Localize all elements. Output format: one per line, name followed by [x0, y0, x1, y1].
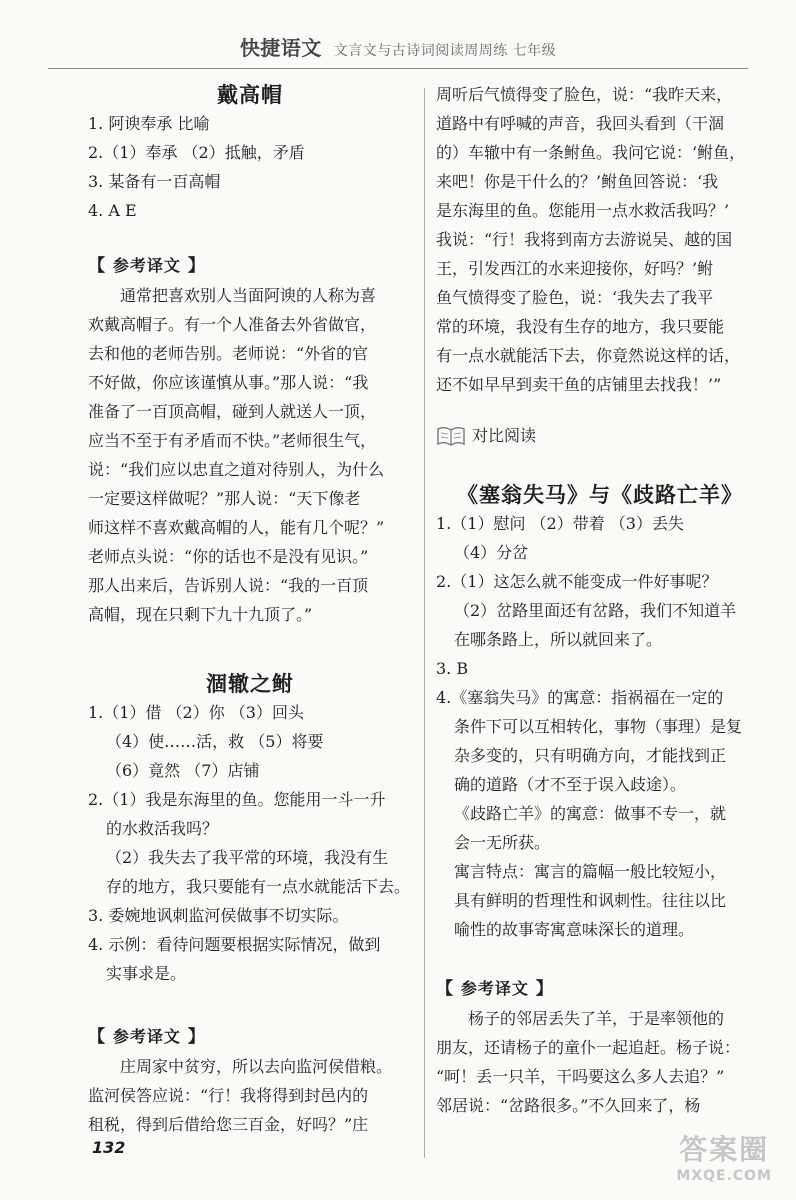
translation-qi-lu-wang-yang [436, 1004, 764, 1120]
translation-line: 师这样不喜欢戴高帽的人，能有几个呢？” [88, 518, 385, 537]
answer-line: 4. A E [88, 201, 137, 220]
answer-line: 3. 某备有一百高帽 [88, 172, 221, 191]
ref-translation-label: 【 参考译文 】 [436, 979, 554, 999]
column-divider [424, 88, 425, 1158]
answers-he-zhe-zhi-fu [88, 698, 412, 988]
page-number: 132 [92, 1138, 126, 1157]
answer-line: 会一无所获。 [454, 833, 551, 852]
answer-line: 实事求是。 [106, 964, 187, 983]
translation-line: 王，引发西江的水来迎接你，好吗？’鲋 [436, 259, 714, 278]
translation-line: 高帽，现在只剩下九十九顶了。” [88, 605, 313, 624]
answer-line: 4. 示例：看待问题要根据实际情况，做到 [88, 935, 381, 954]
translation-line: 朋友，还请杨子的童仆一起追赶。杨子说： [436, 1038, 741, 1057]
section-title-sai-weng-qi-lu: 《塞翁失马》与《歧路亡羊》 [457, 482, 743, 507]
answer-line: （2）我失去了我平常的环境，我没有生 [106, 848, 389, 867]
answer-line: （2）岔路里面还有岔路，我们不知道羊 [454, 601, 737, 620]
contrast-reading-label: 对比阅读 [472, 426, 537, 445]
translation-line: 通常把喜欢别人当面阿谀的人称为喜 [120, 286, 377, 305]
answer-line: 2.（1）奉承 （2）抵触，矛盾 [88, 143, 305, 162]
answer-line: 在哪条路上，所以就回来了。 [454, 630, 663, 649]
ref-translation-label: 【 参考译文 】 [88, 1027, 206, 1047]
translation-dai-gao-mao [88, 281, 412, 629]
answer-line: 具有鲜明的哲理性和讽刺性。往往以比 [454, 891, 727, 910]
translation-continued [436, 80, 764, 399]
header-rule [48, 68, 748, 69]
answer-line: 存的地方，我只要能有一点水就能活下去。 [106, 877, 411, 896]
answer-line: 条件下可以互相转化，事物（事理）是复 [454, 717, 743, 736]
right-column [436, 80, 764, 1120]
translation-line: 租税，得到后借给您三百金，好吗？”庄 [88, 1115, 369, 1134]
watermark-logo: 答案圈 MXQE.COM [676, 1133, 772, 1184]
translation-line: 道路中有呼喊的声音，我回头看到（干涸 [436, 114, 725, 133]
left-column [88, 80, 412, 1139]
translation-line: 有一点水就能活下去，你竟然说这样的话， [436, 346, 741, 365]
translation-line: 说：“我们应以忠直之道对待别人，为什么 [88, 460, 385, 479]
translation-line: 一定要这样做呢？”那人说：“天下像老 [88, 489, 361, 508]
translation-line: 周听后气愤得变了脸色，说：“我昨天来， [436, 85, 733, 104]
answer-line: 2.（1）我是东海里的鱼。您能用一斗一升 [88, 790, 386, 809]
answer-line: 1.（1）借 （2）你 （3）回头 [88, 703, 304, 722]
translation-line: 鱼气愤得变了脸色，说：‘我失去了我平 [436, 288, 714, 307]
answer-line: 2.（1）这怎么就不能变成一件好事呢？ [436, 572, 718, 591]
translation-line: 老师点头说：“你的话也不是没有见识。” [88, 547, 369, 566]
translation-line: 去和他的老师告别。老师说：“外省的官 [88, 344, 369, 363]
translation-he-zhe-zhi-fu [88, 1052, 412, 1139]
translation-line: 的）车辙中有一条鲋鱼。我问它说：‘鲋鱼， [436, 143, 746, 162]
section-title-dai-gao-mao: 戴高帽 [217, 82, 283, 107]
translation-line: 庄周家中贫穷，所以去向监河侯借粮。 [120, 1057, 393, 1076]
translation-line: “呵！丢一只羊，干吗要这么多人去追？” [436, 1067, 725, 1086]
translation-line: 还不如早早到卖干鱼的店铺里去找我！’” [436, 375, 722, 394]
answer-line: 3. B [436, 659, 469, 678]
answer-line: 寓言特点：寓言的篇幅一般比较短小， [454, 862, 727, 881]
translation-line: 是东海里的鱼。您能用一点水救活我吗？’ [436, 201, 730, 220]
answer-line: 4.《塞翁失马》的寓意：指祸福在一定的 [436, 688, 724, 707]
answers-sai-weng-qi-lu [436, 509, 764, 944]
answers-dai-gao-mao [88, 109, 412, 225]
translation-line: 来吧！你是干什么的？’鲋鱼回答说：‘我 [436, 172, 719, 191]
translation-line: 杨子的邻居丢失了羊，于是率领他的 [468, 1009, 725, 1028]
answer-line: 的水救活我吗？ [106, 819, 219, 838]
translation-line: 监河侯答应说：“行！我将得到封邑内的 [88, 1086, 369, 1105]
translation-line: 常的环境，我没有生存的地方，我只要能 [436, 317, 725, 336]
answer-line: 确的道路（才不至于误入歧途）。 [454, 775, 687, 794]
running-header [0, 32, 796, 61]
translation-line: 我说：“行！我将到南方去游说吴、越的国 [436, 230, 733, 249]
answer-line: 喻性的故事寄寓意味深长的道理。 [454, 920, 695, 939]
section-title-he-zhe-zhi-fu: 涸辙之鲋 [206, 671, 294, 696]
ref-translation-label: 【 参考译文 】 [88, 256, 206, 276]
contrast-reading-heading [436, 421, 764, 450]
answer-line: 3. 委婉地讽刺监河侯做事不切实际。 [88, 906, 349, 925]
header-subtitle: 文言文与古诗词阅读周周练 七年级 [333, 43, 557, 59]
header-brand: 快捷语文 [239, 36, 322, 60]
book-icon [436, 425, 466, 447]
translation-line: 应当不至于有矛盾而不快。”老师很生气， [88, 431, 377, 450]
answer-line: 1.（1）慰问 （2）带着 （3）丢失 [436, 514, 684, 533]
translation-line: 欢戴高帽子。有一个人准备去外省做官， [88, 315, 377, 334]
answer-line: 《歧路亡羊》的寓意：做事不专一，就 [454, 804, 727, 823]
answer-line: （4）分岔 [454, 543, 529, 562]
translation-line: 那人出来后，告诉别人说：“我的一百顶 [88, 576, 369, 595]
answer-line: 1. 阿谀奉承 比喻 [88, 114, 210, 133]
answer-line: （6）竟然 （7）店铺 [106, 761, 260, 780]
translation-line: 不好做，你应该谨慎从事。”那人说：“我 [88, 373, 369, 392]
answer-line: 杂多变的，只有明确方向，才能找到正 [454, 746, 727, 765]
translation-line: 准备了一百顶高帽，碰到人就送人一顶， [88, 402, 377, 421]
translation-line: 邻居说：“岔路很多。”不久回来了，杨 [436, 1096, 701, 1115]
answer-line: （4）使……活，救 （5）将要 [106, 732, 324, 751]
